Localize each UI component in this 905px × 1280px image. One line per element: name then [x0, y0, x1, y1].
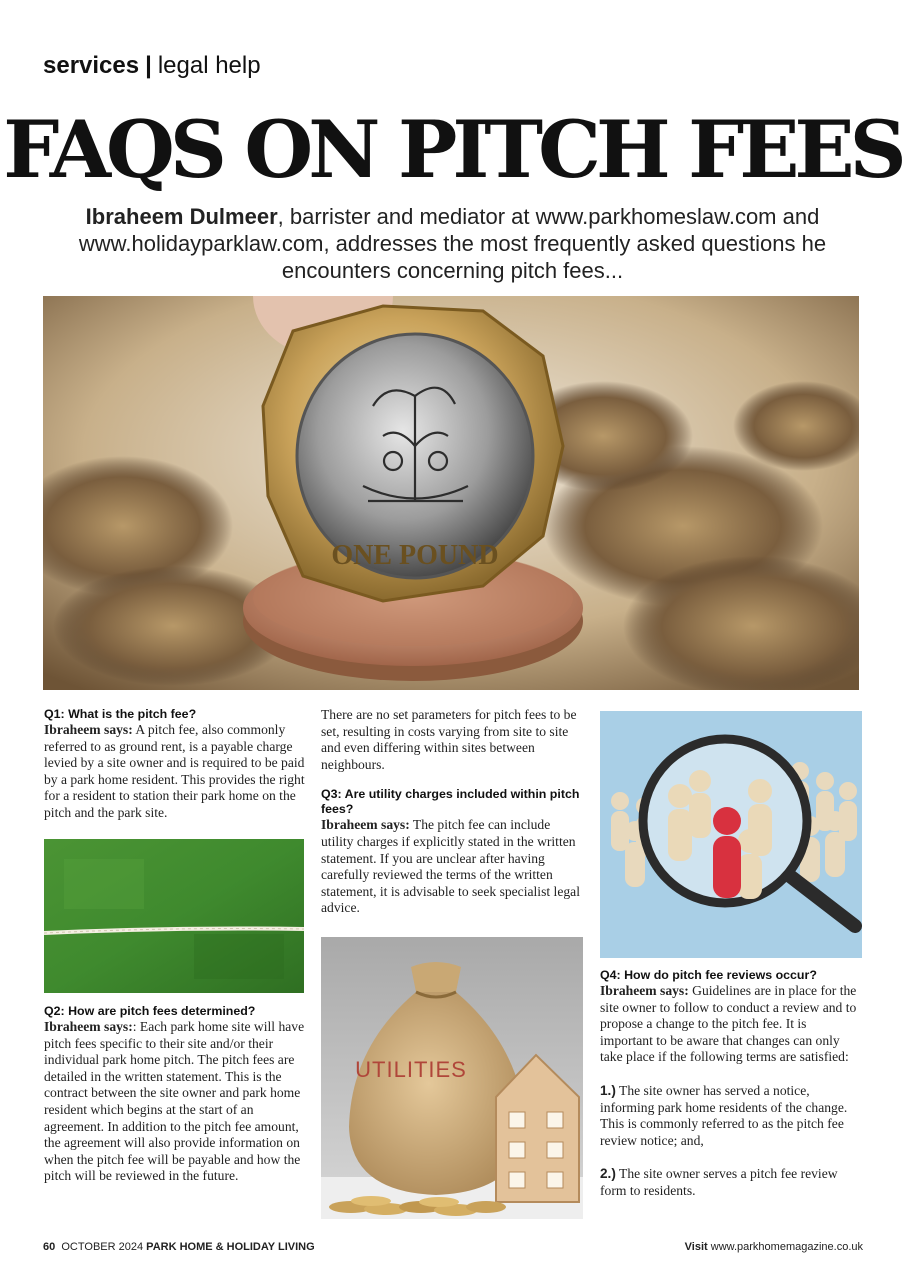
section-tag — [43, 52, 261, 80]
q1-block — [44, 707, 306, 822]
visit-label: Visit — [684, 1241, 708, 1253]
q4-term-2-number: 2.) — [600, 1166, 616, 1182]
col2-block — [321, 707, 583, 917]
page-number: 60 — [43, 1241, 56, 1253]
q1-says: Ibraheem says: — [44, 722, 133, 737]
page-title: FAQS ON PITCH FEES — [3, 103, 902, 196]
sack-label: UTILITIES — [355, 1057, 467, 1082]
q1-answer-text: A pitch fee, also commonly referred to as ground rent, is a payable charge levied by a site owner and is required to be paid by a park home resident. This provides the right for a resident to station their park home on the pitch and the park site. — [44, 722, 305, 820]
q4-term-1-text: The site owner has served a notice, informing park home residents of the change. This is commonly referred to as the pitch fee review notice; and, — [600, 1082, 848, 1148]
q2-question: Q2: How are pitch fees determined? — [44, 1004, 256, 1018]
q4-term-2-text: The site owner serves a pitch fee review form to residents. — [600, 1166, 838, 1198]
footer-url[interactable]: www.parkhomemagazine.co.uk — [710, 1241, 863, 1253]
q2-says: Ibraheem says: — [44, 1019, 133, 1034]
q3-answer — [321, 817, 583, 917]
author-name: Ibraheem Dulmeer — [85, 204, 278, 229]
standfirst — [60, 203, 845, 284]
section-separator: | — [145, 52, 152, 79]
q4-term-1-number: 1.) — [600, 1082, 616, 1098]
q2-answer-text: : Each park home site will have pitch fees specific to their site and/or their individual park home pitch. The pitch fees are detailed in the written statement. This is the contract between the site owner and park home resident which begins at the start of an agreement. In addition to the pitch fee amount, the agreement will also provide information on when the pitch fee will be payable and how the pitch will be reviewed in the future. — [44, 1019, 305, 1184]
magnifier-illustration — [600, 711, 862, 958]
q2-answer — [44, 1019, 306, 1185]
issue-date: OCTOBER 2024 — [61, 1241, 144, 1253]
magazine-name: PARK HOME & HOLIDAY LIVING — [146, 1241, 315, 1253]
coin-text: ONE POUND — [331, 540, 499, 571]
q1-question: Q1: What is the pitch fee? — [44, 707, 197, 721]
q4-answer — [600, 983, 862, 1066]
q4-answer-text: Guidelines are in place for the site owner to follow to conduct a review and to propose a change to the pitch fee. It is important to be aware that changes can only take place if the following terms are satisfied: — [600, 983, 857, 1065]
footer-right — [685, 1241, 863, 1253]
q3-says: Ibraheem says: — [321, 817, 410, 833]
utilities-illustration — [321, 937, 583, 1219]
magnifier-photo — [600, 711, 862, 958]
q4-question: Q4: How do pitch fee reviews occur? — [600, 968, 817, 982]
coin-illustration — [43, 296, 859, 690]
q3-question: Q3: Are utility charges included within pitch fees? — [321, 787, 580, 817]
footer-left — [43, 1241, 315, 1253]
standfirst-text: , barrister and mediator at www.parkhomeslaw.com and www.holidayparklaw.com, addresses the most frequently asked questions he encounters concerning pitch fees... — [78, 204, 827, 283]
utilities-photo — [321, 937, 583, 1219]
section-label: services — [43, 52, 140, 79]
grass-photo — [44, 839, 304, 993]
q4-says: Ibraheem says: — [600, 983, 689, 998]
q1-answer — [44, 722, 306, 822]
q2-continuation: There are no set parameters for pitch fees to be set, resulting in costs varying from site to site and even differing within sites between neighbours. — [321, 707, 577, 772]
q3-answer-text: The pitch fee can include utility charges if explicitly stated in the written statement. If you are unclear after having carefully reviewed the terms of the written statement, it is advisable to seek specialist legal advice. — [321, 817, 580, 916]
main-photo — [43, 296, 859, 690]
grass-illustration — [44, 839, 304, 993]
q2-block — [44, 1004, 306, 1185]
q4-block — [600, 968, 862, 1200]
subsection-label: legal help — [157, 52, 261, 79]
q4-term-1 — [600, 1083, 862, 1149]
q4-term-2 — [600, 1166, 862, 1199]
